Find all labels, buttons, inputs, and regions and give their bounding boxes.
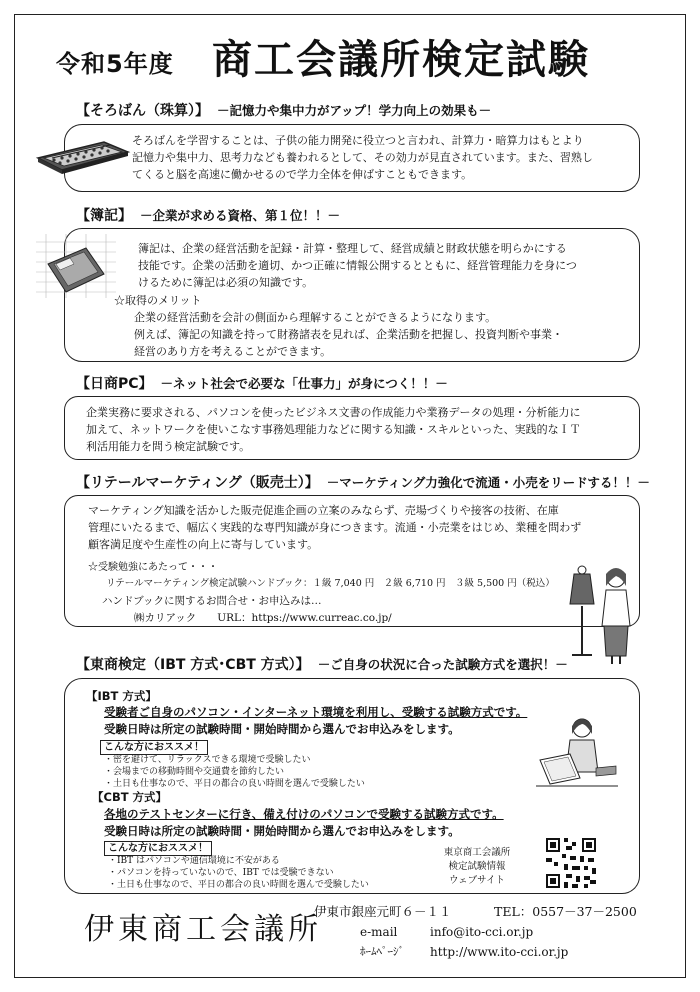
soroban-tag: 【そろばん（珠算）】 — [76, 103, 209, 119]
website-label: ﾎｰﾑﾍﾟｰｼﾞ — [360, 945, 404, 958]
text-line: ウェブサイト — [449, 875, 505, 886]
text-line: 簿記は、企業の経営活動を記録・計算・整理して、経営成績と財政状態を明らかにする — [138, 242, 567, 255]
soroban-text — [132, 132, 632, 183]
text-line: 企業実務に要求される、パソコンを使ったビジネス文書の作成能力や業務データの処理・分析能力に — [86, 406, 581, 419]
boki-text — [138, 240, 638, 291]
shop-staff-illustration — [560, 556, 638, 666]
email-label: e-mail — [360, 925, 398, 939]
cbt-description: 各地のテストセンターに行き、備え付けのパソコンで受験する試験方式です。 — [104, 807, 504, 821]
calculator-icon — [36, 234, 118, 298]
text-line: てくると脳を高速に働かせるので学力全体を伸ばすこともできます。 — [132, 168, 473, 181]
retail-company-url[interactable]: ㈱カリアック URL：https://www.curreac.co.jp/ — [134, 612, 392, 624]
boki-merit-text — [134, 309, 634, 360]
pc-tag: 【日商PC】 — [76, 376, 153, 392]
ibt-description: 受験者ご自身のパソコン・インターネット環境を利用し、受験する試験方式です。 — [104, 705, 528, 719]
qr-code-icon[interactable] — [544, 836, 598, 890]
text-line: 記憶力や集中力、思考力なども養われるとして、その効力が見直されています。また、習熟し — [132, 151, 593, 164]
retail-tag: 【リテールマーケティング（販売士）】 — [76, 475, 319, 491]
list-item: ・密を避けて、リラックスできる環境で受験したい — [104, 755, 311, 765]
ibt-schedule: 受験日時は所定の試験時間・開始時間から選んでお申込みをします。 — [104, 722, 460, 736]
section-pc-heading — [76, 373, 448, 393]
text-line: 例えば、簿記の知識を持って財務諸表を見れば、企業活動を把握し、投資判断や事業・ — [134, 328, 563, 341]
list-item: ・土日も仕事なので、平日の都合の良い時間を選んで受験したい — [104, 779, 365, 789]
website-link[interactable]: http://www.ito-cci.or.jp — [430, 945, 569, 959]
retail-subtitle: －マーケティング力強化で流通・小売をリードする！！－ — [326, 475, 650, 490]
telephone: TEL：0557－37－2500 — [494, 904, 637, 919]
tosho-subtitle: －ご自身の状況に合った試験方式を選択！－ — [317, 657, 568, 672]
boki-subtitle: －企業が求める資格、第１位！！－ — [140, 208, 341, 223]
boki-merit-heading: ☆取得のメリット — [114, 294, 202, 307]
retail-study-heading: ☆受験勉強にあたって・・・ — [88, 562, 218, 573]
ibt-heading: 【IBT 方式】 — [86, 689, 157, 703]
section-tosho-heading — [76, 654, 568, 674]
text-line: 顧客満足度や生産性の向上に寄与しています。 — [88, 538, 319, 551]
title-year: 令和5年度 — [56, 50, 174, 78]
text-line: 技能です。企業の活動を適切、かつ正確に情報公開するとともに、経営管理能力を身につ — [138, 259, 577, 272]
qr-caption — [436, 846, 518, 888]
text-line: 東京商工会議所 — [443, 847, 511, 858]
text-line: そろばんを学習することは、子供の能力開発に役立つと言われ、計算力・暗算力はもとより — [132, 134, 584, 147]
cbt-schedule: 受験日時は所定の試験時間・開始時間から選んでお申込みをします。 — [104, 824, 460, 838]
text-line: 検定試験情報 — [448, 861, 506, 872]
pc-text — [86, 404, 634, 455]
section-soroban-heading — [76, 100, 491, 120]
list-item: ・会場までの移動時間や交通費を節約したい — [104, 767, 285, 777]
cbt-heading: 【CBT 方式】 — [92, 790, 168, 804]
list-item: ・パソコンを持っていないので、IBT では受験できない — [108, 868, 334, 878]
text-line: 管理にいたるまで、幅広く実践的な専門知識が身につきます。流通・小売業をはじめ、業種を問わず — [88, 521, 582, 534]
email-link[interactable]: info@ito-cci.or.jp — [430, 925, 534, 939]
ibt-recommend-label: こんな方におススメ！ — [100, 740, 208, 755]
pc-user-illustration — [536, 710, 618, 788]
retail-handbook-prices: リテールマーケティング検定試験ハンドブック：１級 7,040 円 ２級 6,710 円 ３級 5,500 円（税込） — [106, 578, 555, 589]
text-line: けるために簿記は必須の知識です。 — [138, 276, 314, 289]
organization-name: 伊東商工会議所 — [84, 912, 322, 947]
tosho-tag: 【東商検定（IBT 方式･CBT 方式）】 — [76, 657, 310, 673]
address: 伊東市銀座元町６－１１ — [314, 904, 452, 919]
soroban-subtitle: －記憶力や集中力がアップ！学力向上の効果も－ — [217, 103, 492, 118]
text-line: 利活用能力を問う検定試験です。 — [86, 440, 251, 453]
text-line: 加えて、ネットワークを使いこなす事務処理能力などに関する知識・スキルといった、実践的なＩＴ — [86, 423, 581, 436]
text-line: マーケティング知識を活かした販売促進企画の立案のみならず、売場づくりや接客の技術、在庫 — [88, 504, 559, 517]
list-item: ・土日も仕事なので、平日の都合の良い時間を選んで受験したい — [108, 880, 369, 890]
text-line: 企業の経営活動を会計の側面から理解することができるようになります。 — [134, 311, 497, 324]
cbt-recommend-label: こんな方におススメ！ — [104, 841, 212, 856]
cbt-points — [108, 855, 369, 891]
abacus-icon — [34, 136, 132, 176]
pc-subtitle: －ネット社会で必要な「仕事力」が身につく！！－ — [160, 376, 448, 391]
list-item: ・IBT はパソコンや通信環境に不安がある — [108, 856, 280, 866]
page-title: 商工会議所検定試験 — [212, 37, 590, 83]
boki-tag: 【簿記】 — [76, 208, 132, 224]
retail-text — [88, 502, 628, 553]
section-boki-heading — [76, 205, 340, 225]
retail-inquiry: ハンドブックに関するお問合せ・お申込みは… — [102, 595, 322, 607]
section-retail-heading — [76, 472, 650, 492]
ibt-points — [104, 754, 365, 790]
text-line: 経営のあり方を考えることができます。 — [134, 345, 332, 358]
